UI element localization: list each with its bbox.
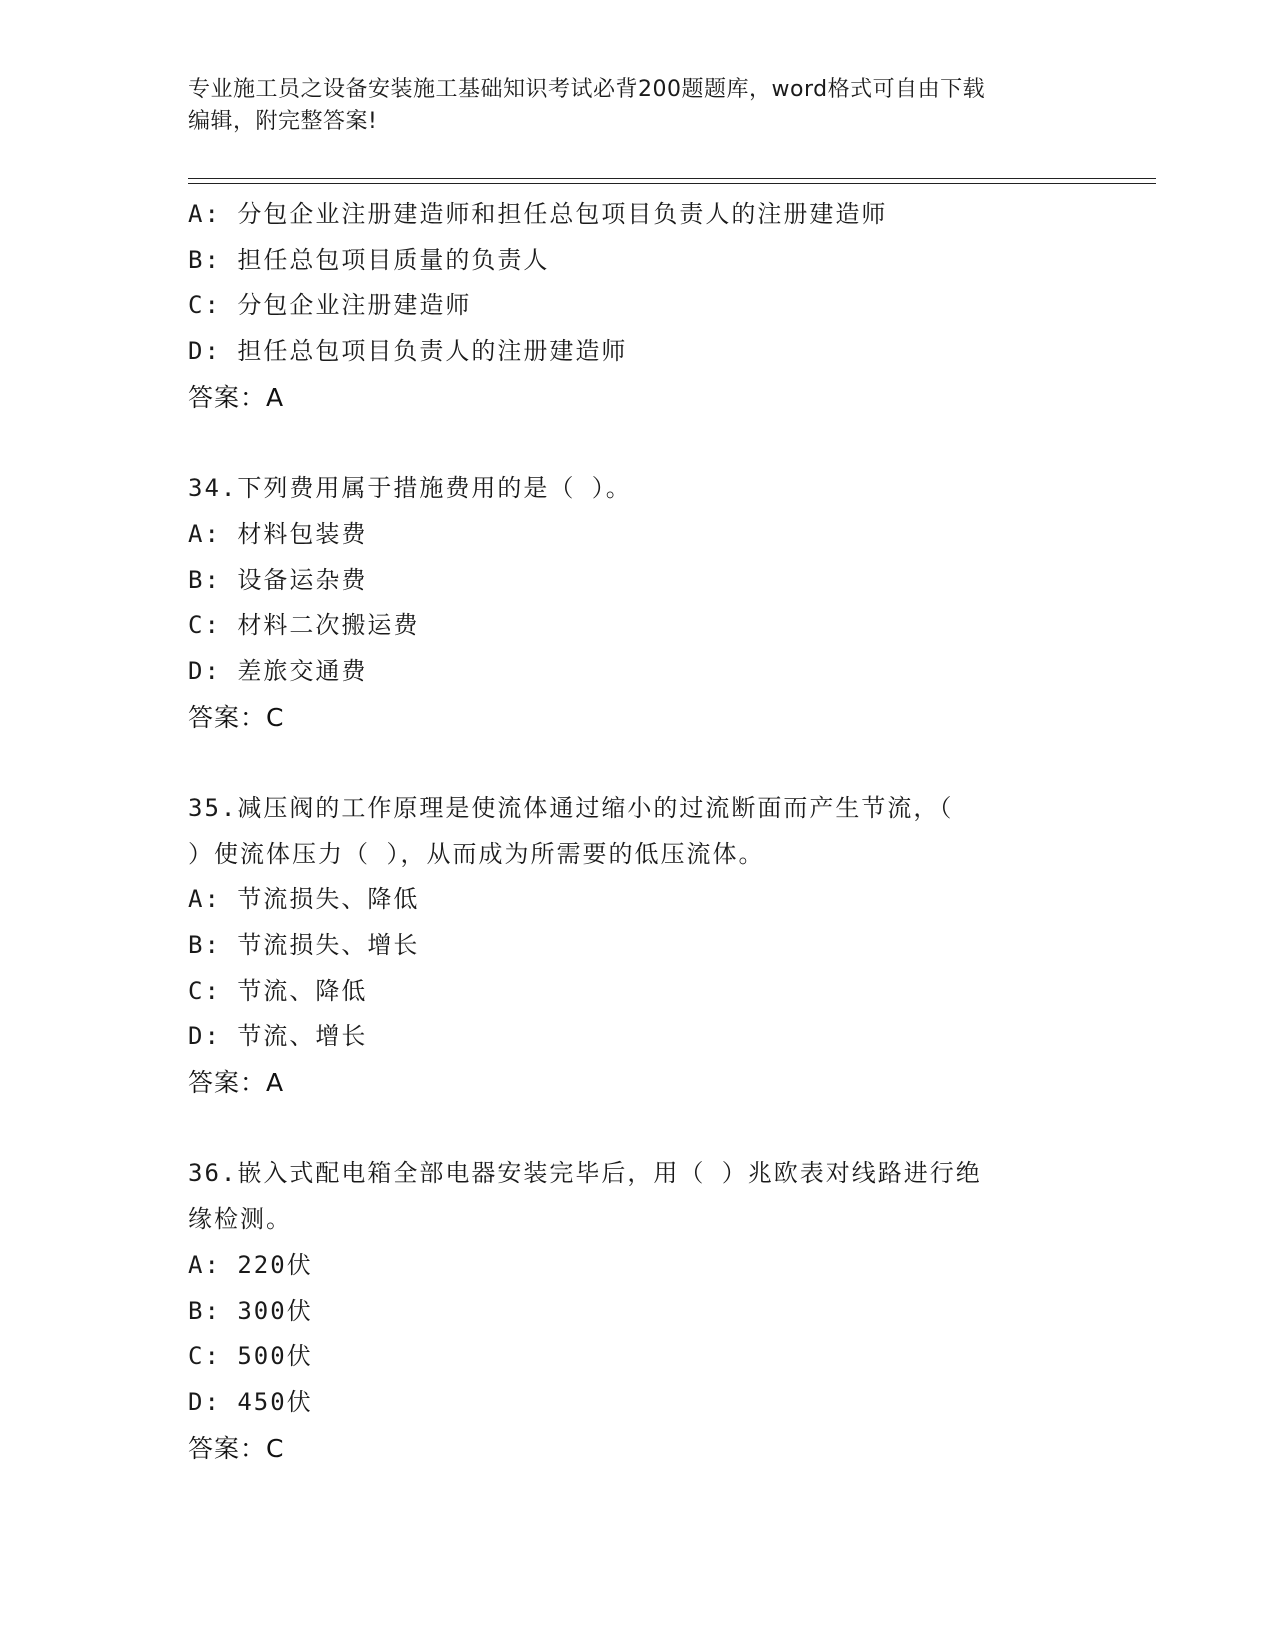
option-c: C: 节流、降低 <box>188 976 368 1005</box>
question-text-line-1: 36.嵌入式配电箱全部电器安装完毕后，用（ ）兆欧表对线路进行绝 <box>188 1159 982 1188</box>
question-list <box>188 192 1088 1471</box>
option-c: C: 材料二次搬运费 <box>188 611 420 640</box>
answer: 答案：A <box>188 382 285 412</box>
option-d: D: 450伏 <box>188 1387 313 1416</box>
question-text-line-2: ）使流体压力（ ），从而成为所需要的低压流体。 <box>188 839 765 868</box>
option-d: D: 差旅交通费 <box>188 656 368 685</box>
spacer <box>188 740 1088 786</box>
option-a: A: 材料包装费 <box>188 519 368 548</box>
spacer <box>188 1106 1088 1152</box>
header-line-2: 编辑，附完整答案! <box>188 109 378 134</box>
question-text-line-1: 35.减压阀的工作原理是使流体通过缩小的过流断面而产生节流，（ <box>188 793 954 822</box>
answer: 答案：C <box>188 702 285 732</box>
header-line-1: 专业施工员之设备安装施工基础知识考试必背200题题库，word格式可自由下载 <box>188 77 986 102</box>
header-divider-top <box>188 178 1156 179</box>
option-d: D: 节流、增长 <box>188 1022 368 1051</box>
option-a: A: 节流损失、降低 <box>188 885 420 914</box>
spacer <box>188 420 1088 466</box>
option-a: A: 220伏 <box>188 1250 313 1279</box>
option-c: C: 500伏 <box>188 1342 313 1371</box>
question-36 <box>188 1151 1088 1471</box>
document-header <box>188 74 1088 138</box>
question-35 <box>188 786 1088 1106</box>
answer: 答案：A <box>188 1068 285 1098</box>
header-divider-bottom <box>188 183 1156 184</box>
question-text: 34.下列费用属于措施费用的是（ ）。 <box>188 474 632 503</box>
option-b: B: 设备运杂费 <box>188 565 368 594</box>
answer: 答案：C <box>188 1433 285 1463</box>
question-34 <box>188 466 1088 740</box>
option-d: D: 担任总包项目负责人的注册建造师 <box>188 337 628 366</box>
option-b: B: 节流损失、增长 <box>188 931 420 959</box>
question-text-line-2: 缘检测。 <box>188 1205 292 1234</box>
option-a: A: 分包企业注册建造师和担任总包项目负责人的注册建造师 <box>188 200 888 228</box>
option-c: C: 分包企业注册建造师 <box>188 291 472 320</box>
option-b: B: 担任总包项目质量的负责人 <box>188 245 550 274</box>
option-b: B: 300伏 <box>188 1296 313 1325</box>
question-33 <box>188 192 1088 420</box>
